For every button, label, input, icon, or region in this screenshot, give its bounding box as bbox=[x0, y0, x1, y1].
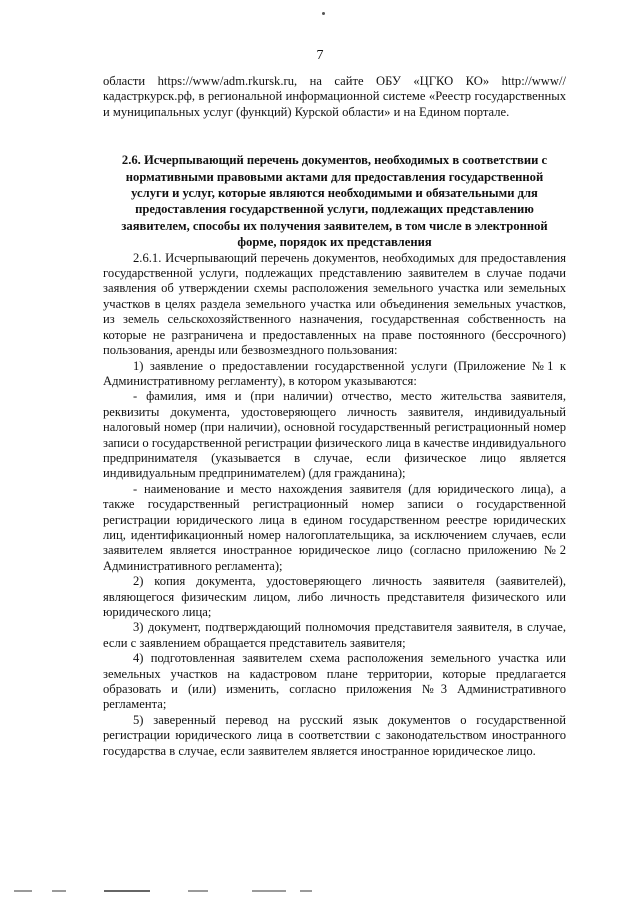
section-heading-line: форме, порядок их представления bbox=[237, 235, 432, 250]
section-heading-line: нормативными правовыми актами для предоставления государственной bbox=[125, 169, 544, 184]
sub-item-citizen: - фамилия, имя и (при наличии) отчество, место жительства заявителя, реквизиты документа, удостоверяющего личность заявителя, индивидуальный налоговый номер (при наличии), основной государственный регистрационный номер записи о государственной регистрации физического лица в качестве индивидуального предпринимателя (указывается в случае, если физическое лицо является индивидуальным предпринимателем) (для гражданина); bbox=[103, 389, 566, 481]
list-item-1: 1) заявление о предоставлении государственной услуги (Приложение №1 к Административному регламенту), в котором указываются: bbox=[103, 358, 566, 388]
scan-mark bbox=[14, 890, 32, 892]
list-item-4: 4) подготовленная заявителем схема расположения земельного участка или земельных участков на кадастровом плане территории, которые предлагается образовать и (или) изменить, согласно приложения №3 Административного регламента; bbox=[103, 651, 566, 712]
scan-mark bbox=[188, 890, 208, 892]
sub-item-legal-entity: - наименование и место нахождения заявителя (для юридического лица), а также государственный регистрационный номер записи о государственной регистрации юридического лица в едином государственном реестре юридических лиц, идентификационный номер налогоплательщика, за исключением случаев, если заявителем является иностранное юридическое лицо (согласно приложению №2 Административного регламента); bbox=[103, 481, 566, 573]
scan-mark bbox=[252, 890, 286, 892]
scan-mark bbox=[300, 890, 312, 892]
scan-mark bbox=[104, 890, 150, 892]
document-body bbox=[103, 74, 566, 759]
scan-edge-artifacts bbox=[0, 886, 640, 896]
section-heading bbox=[103, 152, 566, 250]
intro-paragraph: области https://www/adm.rkursk.ru, на сайте ОБУ «ЦГКО КО» http://www//кадастркурск.рф, в региональной информационной системе «Реестр государственных и муниципальных услуг (функций) Курской области» и на Едином портале. bbox=[103, 74, 566, 119]
list-item-5: 5) заверенный перевод на русский язык документов о государственной регистрации юридического лица в соответствии с законодательством иностранного государства в случае, если заявителем является иностранное юридическое лицо. bbox=[103, 712, 566, 758]
scan-speck bbox=[322, 12, 325, 15]
section-heading-line: услуги и услуг, которые являются необходимыми и обязательными для bbox=[131, 186, 538, 201]
section-heading-line: заявителем, способы их получения заявителем, в том числе в электронной bbox=[121, 218, 548, 233]
list-item-3: 3) документ, подтверждающий полномочия представителя заявителя, в случае, если с заявлением обращается представитель заявителя; bbox=[103, 620, 566, 650]
page-number: 7 bbox=[316, 48, 324, 63]
paragraph-2-6-1: 2.6.1. Исчерпывающий перечень документов, необходимых для предоставления государственной услуги, подлежащих представлению заявителем в случае подачи заявления об утверждении схемы расположения земельного участка или земельных участков в целях раздела земельного участка или объединения земельных участков, из земель сельскохозяйственного назначения, государственная собственность на которые не разграничена и предоставленных на праве постоянного (бессрочного) пользования, аренды или безвозмездного пользования: bbox=[103, 250, 566, 358]
section-heading-line: предоставления государственной услуги, подлежащих представлению bbox=[135, 202, 534, 217]
section-heading-line: 2.6. Исчерпывающий перечень документов, необходимых в соответствии с bbox=[121, 153, 548, 168]
scan-mark bbox=[52, 890, 66, 892]
list-item-2: 2) копия документа, удостоверяющего личность заявителя (заявителей), являющегося физическим лицом, либо личность представителя физического или юридического лица; bbox=[103, 574, 566, 619]
